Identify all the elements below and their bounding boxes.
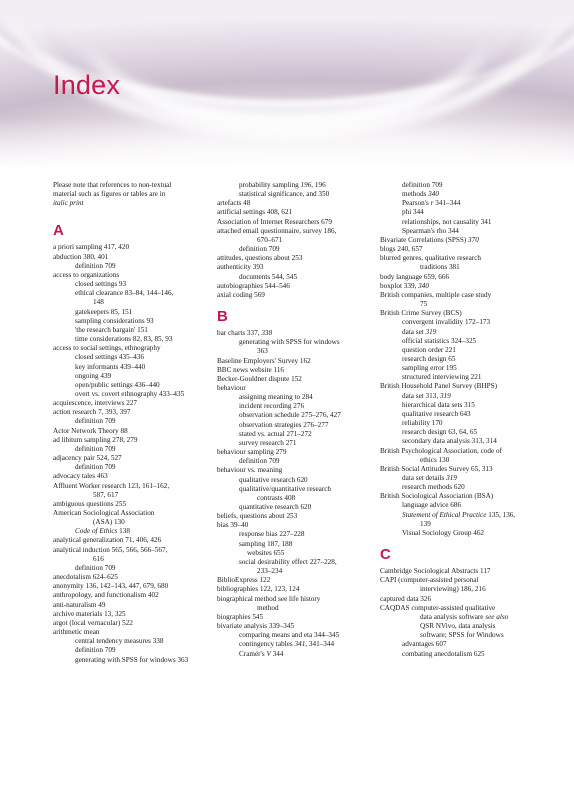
index-entry: analytical induction 565, 566, 566–567, xyxy=(53,545,168,554)
index-subentry: generating with SPSS for windows 363 xyxy=(75,655,189,664)
index-subentry: Visual Sociology Group 462 xyxy=(402,528,485,537)
index-subentry: time considerations 82, 83, 85, 93 xyxy=(75,335,173,344)
section-letter: C xyxy=(380,546,391,564)
index-subentry: secondary data analysis 313, 314 xyxy=(402,437,497,446)
index-columns xyxy=(0,181,574,791)
index-subentry: generating with SPSS for windows xyxy=(239,338,340,347)
index-subentry: question order 221 xyxy=(402,345,456,354)
index-entry: American Sociological Association xyxy=(53,509,155,517)
index-subentry: structured interviewing 221 xyxy=(402,373,482,382)
spacer xyxy=(53,208,213,214)
index-continuation: traditions 381 xyxy=(420,263,460,272)
index-subentry: relationships, not causality 341 xyxy=(402,217,492,226)
index-entry: BiblioExpress 122 xyxy=(217,576,271,585)
index-entry: behaviour xyxy=(217,383,246,392)
index-subentry: data set 319 xyxy=(402,327,437,336)
index-entry: ambiguous questions 255 xyxy=(53,499,127,508)
index-subentry: qualitative/quantitative research xyxy=(239,484,331,493)
index-subentry: sampling considerations 93 xyxy=(75,316,154,325)
index-continuation: 148 xyxy=(93,298,104,307)
index-subentry: official statistics 324–325 xyxy=(402,336,477,345)
index-subentry: comparing means and eta 344–345 xyxy=(239,631,340,640)
index-continuation: 670–671 xyxy=(257,235,283,244)
index-subentry: reliability 170 xyxy=(402,419,443,428)
index-subentry: qualitative research 620 xyxy=(239,475,308,484)
index-entry: British Sociological Association (BSA) xyxy=(380,492,494,501)
index-subentry: open/public settings 436–440 xyxy=(75,380,160,389)
index-entry: Becker-Gouldner dispute 152 xyxy=(217,374,302,383)
index-entry: abduction 380, 401 xyxy=(53,252,109,261)
index-subentry: combating anecdotalism 625 xyxy=(402,649,485,658)
index-entry: Cambridge Sociological Abstracts 117 xyxy=(380,567,491,576)
index-entry: advocacy tales 463 xyxy=(53,472,108,481)
index-continuation: 616 xyxy=(93,554,104,563)
index-subentry: methods 340 xyxy=(402,190,439,199)
index-subentry: data set details 319 xyxy=(402,474,457,482)
index-entry: anti-naturalism 49 xyxy=(53,600,106,609)
index-subentry: Code of Ethics 138 xyxy=(75,527,130,536)
intro-line: material such as figures or tables are in xyxy=(53,190,166,199)
index-entry: anecdotalism 624–625 xyxy=(53,573,118,582)
index-subentry: definition 709 xyxy=(75,417,116,426)
index-continuation: QSR NVivo, data analysis xyxy=(420,622,496,631)
index-entry: CAQDAS computer-assisted qualitative xyxy=(380,603,496,612)
index-entry: biographical method see life history xyxy=(217,594,321,603)
index-continuation: 363 xyxy=(257,347,268,356)
index-entry: Bivariate Correlations (SPSS) 370 xyxy=(380,235,479,244)
index-entry: body language 659, 666 xyxy=(380,272,450,281)
index-entry: axial coding 569 xyxy=(217,290,265,299)
index-entry: anonymity 136, 142–143, 447, 679, 680 xyxy=(53,582,169,591)
index-continuation: 233–234 xyxy=(257,567,283,576)
index-subentry: language advice 686 xyxy=(402,501,462,510)
index-entry: CAPI (computer-assisted personal xyxy=(380,576,479,585)
index-subentry: definition 709 xyxy=(75,563,116,572)
index-entry: Baseline Employers' Survey 162 xyxy=(217,356,311,365)
index-continuation: contrasts 408 xyxy=(257,493,296,502)
index-subentry: assigning meaning to 284 xyxy=(239,393,313,402)
index-subentry: definition 709 xyxy=(402,181,443,189)
index-subentry: sampling 187, 188 xyxy=(239,539,293,548)
index-entry: biographies 545 xyxy=(217,612,264,621)
index-entry: bar charts 337, 338 xyxy=(217,329,273,338)
index-entry: artefacts 48 xyxy=(217,199,251,208)
index-entry: anthropology, and functionalism 402 xyxy=(53,591,159,600)
index-entry: Actor Network Theory 88 xyxy=(53,426,128,435)
index-subentry: gatekeepers 85, 151 xyxy=(75,307,133,316)
index-entry: bibliographies 122, 123, 124 xyxy=(217,585,300,594)
index-subentry: contingency tables 341, 341–344 xyxy=(239,640,335,649)
index-subentry: ongoing 439 xyxy=(75,371,112,380)
index-column-2 xyxy=(217,181,377,659)
index-entry: blogs 240, 657 xyxy=(380,245,423,254)
index-entry: attached email questionnaire, survey 186, xyxy=(217,226,337,235)
index-subentry: data set 313, 319 xyxy=(402,391,451,400)
index-subentry: phi 344 xyxy=(402,208,424,217)
index-subentry: definition 709 xyxy=(75,444,116,453)
index-subentry: research design 63, 64, 65 xyxy=(402,428,478,437)
index-subentry: definition 709 xyxy=(75,463,116,472)
column-entries xyxy=(53,222,213,664)
index-entry: British Psychological Association, code of xyxy=(380,446,502,455)
index-subentry: documents 544, 545 xyxy=(239,272,298,281)
index-column-1 xyxy=(53,181,213,665)
index-subentry: probability sampling 196, 196 xyxy=(239,181,326,189)
index-entry: behaviour sampling 279 xyxy=(217,448,287,457)
index-subentry: convergent invalidity 172–173 xyxy=(402,318,491,327)
section-letter: B xyxy=(217,308,228,326)
index-continuation: 587, 617 xyxy=(93,490,119,499)
index-subentry: qualitative research 643 xyxy=(402,409,471,418)
index-subentry: Spearman's rho 344 xyxy=(402,226,459,235)
index-entry: behaviour vs. meaning xyxy=(217,466,283,475)
index-entry: ad libitum sampling 278, 279 xyxy=(53,435,138,444)
index-entry: Affluent Worker research 123, 161–162, xyxy=(53,481,170,490)
index-continuation: method xyxy=(257,603,279,612)
index-subentry: definition 709 xyxy=(239,457,280,466)
index-subentry: statistical significance, and 350 xyxy=(239,190,330,199)
index-entry: British Social Attitudes Survey 65, 313 xyxy=(380,464,493,473)
index-subentry: ethical clearance 83–84, 144–146, xyxy=(75,289,174,298)
banner-fade xyxy=(0,118,574,168)
index-subentry: websites 655 xyxy=(247,548,285,557)
index-subentry: advantages 607 xyxy=(402,640,447,649)
index-subentry: response bias 227–228 xyxy=(239,530,305,539)
index-entry: BBC news website 116 xyxy=(217,365,285,374)
index-subentry: survey research 271 xyxy=(239,438,297,447)
index-entry: British Crime Survey (BCS) xyxy=(380,309,462,318)
index-entry: captured data 326 xyxy=(380,594,432,603)
index-entry: argot (local vernacular) 522 xyxy=(53,618,133,627)
index-entry: archive materials 13, 325 xyxy=(53,609,126,618)
index-entry: action research 7, 393, 397 xyxy=(53,408,131,417)
index-entry: British companies, multiple case study xyxy=(380,290,492,299)
index-continuation: 75 xyxy=(420,300,428,309)
index-entry: arithmetic mean xyxy=(53,628,100,637)
index-entry: bivariate analysis 339–345 xyxy=(217,622,295,631)
index-entry: acquiescence, interviews 227 xyxy=(53,399,138,408)
index-subentry: 'the research bargain' 151 xyxy=(75,325,148,334)
index-entry: boxplot 339, 340 xyxy=(380,281,429,290)
section-letter: A xyxy=(53,222,64,240)
index-subentry: definition 709 xyxy=(239,245,280,254)
index-subentry: research design 65 xyxy=(402,354,456,363)
column-entries xyxy=(217,181,377,659)
index-subentry: Cramér's V 344 xyxy=(239,649,284,658)
index-entry: access to organizations xyxy=(53,270,120,279)
index-continuation: (ASA) 130 xyxy=(93,518,125,527)
index-continuation: software; SPSS for Windows xyxy=(420,631,504,640)
index-entry: autobiographies 544–546 xyxy=(217,281,290,290)
index-subentry: central tendency measures 338 xyxy=(75,637,164,646)
index-subentry: research methods 620 xyxy=(402,483,465,492)
index-continuation: 139 xyxy=(420,519,431,528)
index-entry: bias 39–40 xyxy=(217,521,249,530)
index-column-3 xyxy=(380,181,545,659)
index-subentry: hierarchical data sets 315 xyxy=(402,400,475,409)
index-entry: adjacency pair 524, 527 xyxy=(53,454,122,463)
index-entry: access to social settings, ethnography xyxy=(53,344,161,353)
index-subentry: social desirability effect 227–228, xyxy=(239,557,337,566)
index-subentry: quantitative research 620 xyxy=(239,503,312,511)
page-title: Index xyxy=(53,70,121,100)
index-subentry: overt vs. covert ethnography 433–435 xyxy=(75,389,185,398)
index-subentry: stated vs. actual 271–272 xyxy=(239,429,312,438)
index-subentry: observation schedule 275–276, 427 xyxy=(239,411,341,420)
index-subentry: closed settings 435–436 xyxy=(75,353,145,362)
index-entry: attitudes, questions about 253 xyxy=(217,254,303,263)
index-subentry: definition 709 xyxy=(75,261,116,270)
index-subentry: sampling error 195 xyxy=(402,364,457,373)
index-continuation: interviewing) 186, 216 xyxy=(420,585,486,594)
index-continuation: ethics 130 xyxy=(420,455,450,464)
index-entry: blurred genres, qualitative research xyxy=(380,254,481,263)
index-subentry: closed settings 93 xyxy=(75,280,127,289)
intro-line: italic print xyxy=(53,199,84,208)
intro-line: Please note that references to non-textual xyxy=(53,181,172,189)
index-subentry: Statement of Ethical Practice 135, 136, xyxy=(402,510,516,519)
column-entries xyxy=(380,181,545,659)
index-subentry: definition 709 xyxy=(75,646,116,655)
index-entry: beliefs, questions about 253 xyxy=(217,512,298,521)
index-entry: analytical generalization 71, 406, 426 xyxy=(53,536,162,545)
index-entry: a priori sampling 417, 420 xyxy=(53,243,130,252)
index-entry: British Household Panel Survey (BHPS) xyxy=(380,382,497,391)
index-subentry: incident recording 276 xyxy=(239,402,305,411)
index-entry: authenticity 393 xyxy=(217,263,264,272)
index-continuation: data analysis software see also xyxy=(420,612,509,621)
index-entry: Association of Internet Researchers 679 xyxy=(217,217,332,226)
index-subentry: Pearson's r 341–344 xyxy=(402,199,461,208)
index-subentry: key informants 439–440 xyxy=(75,362,146,371)
index-subentry: observation strategies 276–277 xyxy=(239,420,329,429)
index-entry: artificial settings 408, 621 xyxy=(217,208,293,217)
